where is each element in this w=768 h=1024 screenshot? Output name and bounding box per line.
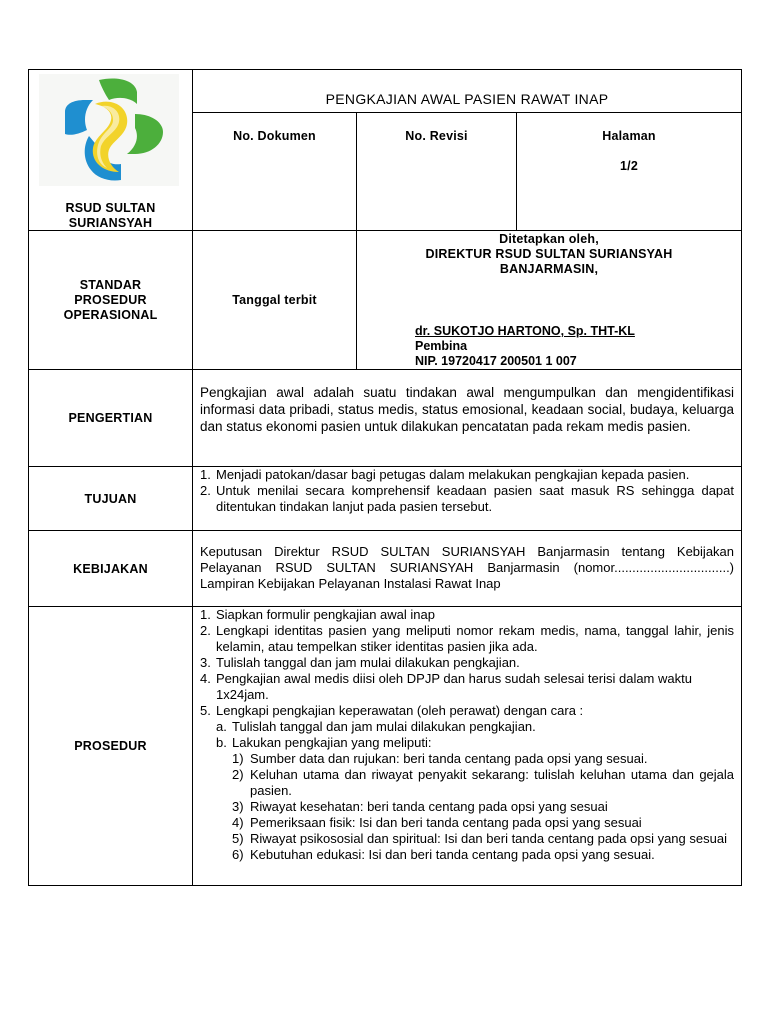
sub-sub-list-item: 1) Sumber data dan rujukan: beri tanda centang pada opsi yang sesuai. xyxy=(232,751,648,766)
prosedur-list xyxy=(193,607,741,865)
list-item: 2. Lengkapi identitas pasien yang meliputi nomor rekam medis, nama, tanggal lahir, jenis kelamin, atau tempelkan stiker identitas pasien jika ada. xyxy=(200,623,735,654)
prosedur-label-cell xyxy=(29,607,193,886)
sop-label-cell xyxy=(29,231,193,370)
list-item: 5. Lengkapi pengkajian keperawatan (oleh perawat) dengan cara : xyxy=(200,703,584,718)
kebijakan-label-cell xyxy=(29,531,193,607)
kebijakan-content-cell xyxy=(193,531,742,607)
pengertian-label: PENGERTIAN xyxy=(68,411,153,425)
hospital-logo-icon xyxy=(39,74,179,186)
signer-rank: Pembina xyxy=(415,339,468,353)
logo-cell xyxy=(29,70,193,231)
pengertian-content-cell xyxy=(193,370,742,467)
list-item: 3. Tulislah tanggal dan jam mulai dilakukan pengkajian. xyxy=(200,655,520,670)
sub-sub-list-item: 5) Riwayat psikososial dan spiritual: Isi dan beri tanda centang pada opsi yang sesuai xyxy=(232,831,727,846)
title-cell xyxy=(193,70,742,113)
approval-line2: DIREKTUR RSUD SULTAN SURIANSYAH xyxy=(425,247,673,261)
list-item: 2. Untuk menilai secara komprehensif keadaan pasien saat masuk RS sehingga dapat ditentukan tindakan lanjut pada pasien tersebut. xyxy=(200,483,735,514)
tujuan-list xyxy=(193,467,741,517)
sub-sub-list-item: 3) Riwayat kesehatan: beri tanda centang pada opsi yang sesuai xyxy=(232,799,608,814)
list-item: 1. Menjadi patokan/dasar bagi petugas dalam melakukan pengkajian kepada pasien. xyxy=(200,467,690,482)
pengertian-text: Pengkajian awal adalah suatu tindakan awal mengumpulkan dan mengidentifikasi informasi data pribadi, status medis, status emosional, keadaan social, budaya, keluarga dan status ekonomi pasien untuk dilakukan pencatatan pada rekam medis pasien. xyxy=(200,385,735,434)
list-item: 1. Siapkan formulir pengkajian awal inap xyxy=(200,607,435,622)
doc-no-cell xyxy=(193,113,357,231)
rev-no-label: No. Revisi xyxy=(405,129,468,143)
page-value: 1/2 xyxy=(620,159,638,173)
sub-list-item: b. Lakukan pengkajian yang meliputi: xyxy=(216,735,432,750)
list-item: 4. Pengkajian awal medis diisi oleh DPJP dan harus sudah selesai terisi dalam waktu xyxy=(200,671,692,686)
prosedur-label: PROSEDUR xyxy=(74,739,147,753)
rev-no-cell xyxy=(357,113,517,231)
approval-cell xyxy=(357,231,742,370)
sub-list-item: a. Tulislah tanggal dan jam mulai dilakukan pengkajian. xyxy=(216,719,536,734)
prosedur-content-cell xyxy=(193,607,742,886)
sub-sub-list-item: 6) Kebutuhan edukasi: Isi dan beri tanda centang pada opsi yang sesuai. xyxy=(232,847,655,862)
signer-nip: NIP. 19720417 200501 1 007 xyxy=(415,354,577,368)
page-cell xyxy=(517,113,742,231)
sop-table xyxy=(28,69,742,886)
tujuan-label: TUJUAN xyxy=(84,491,137,506)
issue-date-label: Tanggal terbit xyxy=(232,293,317,307)
kebijakan-label: KEBIJAKAN xyxy=(73,561,148,576)
page-label: Halaman xyxy=(602,129,656,143)
kebijakan-text: Keputusan Direktur RSUD SULTAN SURIANSYAH Banjarmasin tentang Kebijakan Pelayanan RSUD SULTAN SURIANSYAH Banjarmasin (nomor................................) Lampiran Kebijakan Pelayanan Instalasi Rawat Inap xyxy=(200,544,735,591)
list-item-continuation: 1x24jam. xyxy=(216,687,269,702)
tujuan-content-cell xyxy=(193,467,742,531)
pengertian-label-cell xyxy=(29,370,193,467)
hospital-name: RSUD SULTAN SURIANSYAH xyxy=(65,201,156,230)
doc-no-label: No. Dokumen xyxy=(233,129,316,143)
tujuan-label-cell xyxy=(29,467,193,531)
approval-line1: Ditetapkan oleh, xyxy=(499,232,599,246)
approval-line3: BANJARMASIN, xyxy=(499,262,599,276)
document-title: PENGKAJIAN AWAL PASIEN RAWAT INAP xyxy=(325,91,609,107)
signer-name: dr. SUKOTJO HARTONO, Sp. THT-KL xyxy=(415,324,635,338)
issue-date-cell xyxy=(193,231,357,370)
sub-sub-list-item: 4) Pemeriksaan fisik: Isi dan beri tanda centang pada opsi yang sesuai xyxy=(232,815,642,830)
sop-label: STANDAR PROSEDUR OPERASIONAL xyxy=(63,277,158,322)
sub-sub-list-item: 2) Keluhan utama dan riwayat penyakit sekarang: tulislah keluhan utama dan gejala pasien. xyxy=(232,767,735,798)
